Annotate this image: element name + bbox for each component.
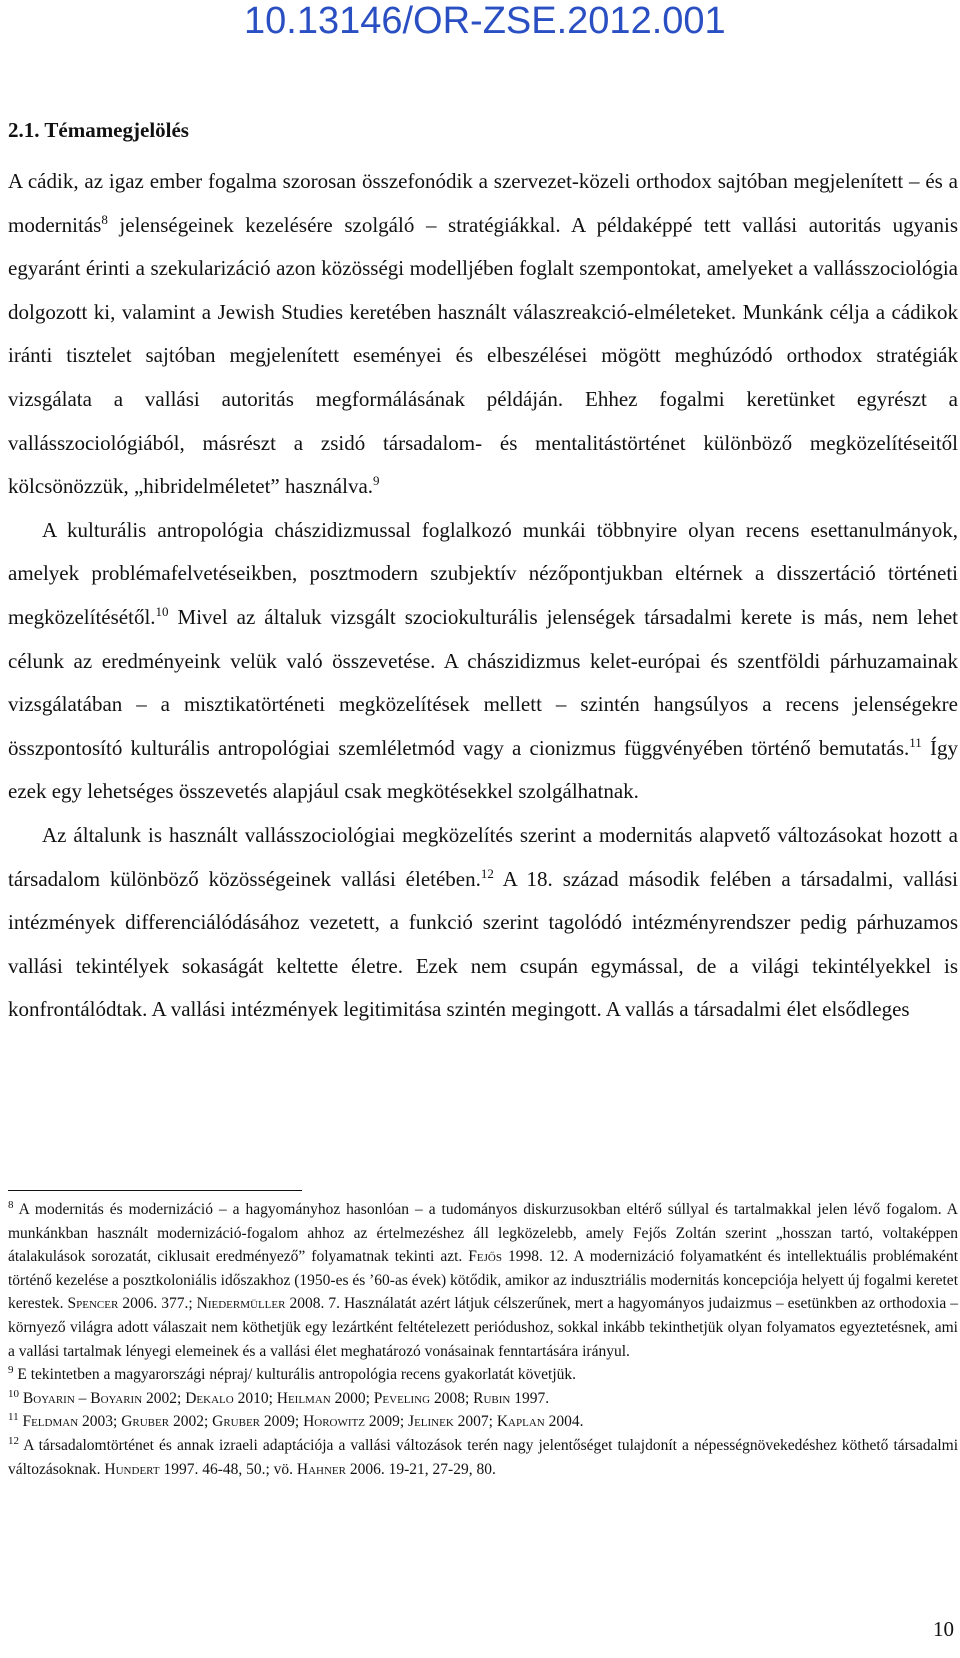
paragraph-text: A 18. század második felében a társadalmi, vallási intézmények differenciálódásához vezetett, a funkció szerint tagolódó intézményrendszer pedig párhuzamos vallási tekintélyek sokaságát keltette életre. Ezek nem csupán egymással, de a világi tekintélyekkel is konfrontálódtak. A vallási intézmények legitimitása szintén megingott. A vallás a társadalmi élet elsődleges — [8, 866, 958, 1022]
cited-author: Kaplan — [496, 1413, 545, 1431]
footnote-text: 2006. 377.; — [118, 1295, 197, 1313]
paragraph — [8, 509, 958, 814]
footnote-text: 2003; — [78, 1413, 122, 1431]
footnote-number: 8 — [8, 1199, 14, 1211]
footnote-ref[interactable]: 12 — [480, 865, 494, 881]
footnote-9 — [8, 1363, 958, 1387]
cited-author: Hundert — [104, 1460, 160, 1478]
footnote-8 — [8, 1198, 958, 1363]
footnote-text: 1997. — [510, 1389, 550, 1407]
footnote-text: E tekintetben a magyarországi népraj/ kulturális antropológia recens gyakorlatát követjük. — [13, 1366, 577, 1384]
footnote-text: 2009; — [260, 1413, 304, 1431]
paragraph-text: A cádik, az igaz ember fogalma szorosan összefonódik a szervezet-közeli orthodox sajtóban megjelenített – és a modernitás — [8, 169, 958, 237]
footnote-ref[interactable]: 8 — [101, 211, 108, 227]
footnote-text: 2009; — [364, 1413, 409, 1431]
footnote-text: 2010; — [233, 1389, 277, 1407]
cited-author: Spencer — [67, 1295, 119, 1313]
main-text — [8, 160, 958, 1032]
footnote-text: 2007; — [453, 1413, 497, 1431]
footnote-text: 2002; — [142, 1389, 186, 1407]
page-number: 10 — [933, 1617, 954, 1641]
paragraph — [8, 814, 958, 1032]
paragraph-text: jelenségeinek kezelésére szolgáló – stratégiákkal. A példaképpé tett vallási autoritás ugyanis egyaránt érinti a szekularizáció azon közösségi modelljében foglalt szempontokat, amelyeket a vallásszociológia dolgozott ki, valamint a Jewish Studies keretében használt válaszreakció-elméleteket. Munkánk célja a cádikok iránti tisztelet sajtóban megjelenített eseményei és elbeszélései mögött meghúzódó orthodox stratégiák vizsgálata a vallási autoritás megformálásának példáján. Ehhez fogalmi keretünket egyrészt a vallásszociológiából, másrészt a zsidó társadalom- és mentalitástörténet különböző megközelítéseitől kölcsönözzük, „hibridelméletet” használva. — [8, 212, 958, 499]
footnote-ref[interactable]: 9 — [373, 473, 380, 489]
footnote-ref[interactable]: 11 — [909, 734, 922, 750]
footnote-10 — [8, 1387, 958, 1411]
footnote-text: 2006. 19-21, 27-29, 80. — [346, 1460, 496, 1478]
cited-author: Jelinek — [408, 1413, 454, 1431]
cited-author: Peveling — [373, 1389, 431, 1407]
footnote-number: 9 — [8, 1364, 14, 1377]
cited-author: Boyarin – Boyarin — [22, 1389, 143, 1407]
cited-author: Rubin — [473, 1389, 511, 1407]
cited-author: Heilman — [276, 1389, 331, 1407]
footnote-text: 2008; — [430, 1389, 474, 1407]
cited-author: Fejős — [468, 1248, 502, 1266]
footnote-text: 2004. — [544, 1413, 584, 1431]
section-heading: 2.1. Témamegjelölés — [8, 118, 189, 142]
footnote-number: 12 — [8, 1434, 19, 1447]
footnote-text: A modernitás és modernizáció – a hagyományhoz hasonlóan – a tudományos diskurzusokban eltérő súllyal és tartalmakkal jelen lévő fogalom. A munkánkban használt modernizáció-fogalom ahhoz az értelmezéshez áll legközelebb, amely Fejős Zoltán szerint „hosszan tartó, voltaképpen átalakulások sorozatát, ciklusait eredményező” folyamatnak tekinti azt. — [8, 1201, 958, 1266]
footnote-text: 2008. 7. Használatát azért látjuk célszerűnek, mert a hagyományos judaizmus – esetünkben az orthodoxia – környező világra adott válaszait nem köthetjük egy lezártként feltételezett periódushoz, sokkal inkább tekinthetjük olyan folyamatos egyeztetésnek, ami a vallási tartalmak lényegi elemeinek és a vallási élet meghatározó vonásainak fenntartására irányul. — [8, 1295, 958, 1360]
footnote-11 — [8, 1410, 958, 1434]
footnote-text: 1998. 12. A modernizáció folyamatként és intellektuális problémaként történő kezelése a posztkoloniális időszakhoz (1950-es és ’60-as évek) kötődik, amikor az indusztriális modernitás koncepciója helyett új fogalmi keretet kerestek. — [8, 1248, 958, 1313]
paragraph-text: Mivel az általuk vizsgált szociokulturális jelenségek társadalmi kerete is más, nem lehet célunk az eredményeink velük való összevetése. A chászidizmus kelet-európai és szentföldi párhuzamainak vizsgálatában – a misztikatörténeti megközelítések mellett – szintén hangsúlyos a recens jelenségekre összpontosító kulturális antropológiai szemléletmód vagy a cionizmus függvényében történő bemutatás. — [8, 604, 958, 760]
footnote-text: A társadalomtörténet és annak izraeli adaptációja a vallási változások terén nagy jelentőséget tulajdonít a népességnövekedéshez köthető társadalmi változásoknak. — [8, 1436, 958, 1478]
paragraph-text: Az általunk is használt vallásszociológiai megközelítés szerint a modernitás alapvető változásokat hozott a társadalom különböző közösségeinek vallási életében. — [8, 822, 958, 891]
footnote-number: 11 — [8, 1411, 19, 1424]
cited-author: Gruber — [212, 1413, 261, 1431]
cited-author: Niedermüller — [196, 1295, 286, 1313]
footnote-number: 10 — [8, 1387, 19, 1400]
paragraph — [8, 160, 958, 509]
footnote-text: 2002; — [169, 1413, 213, 1431]
doi-header: 10.13146/OR-ZSE.2012.001 — [244, 0, 726, 42]
footnote-ref[interactable]: 10 — [155, 603, 169, 619]
cited-author: Hahner — [296, 1460, 346, 1478]
paragraph-text: A kulturális antropológia chászidizmussal foglalkozó munkái többnyire olyan recens esettanulmányok, amelyek problémafelvetéseikben, posztmodern szubjektív nézőpontjukban eltérnek a disszertáció történeti megközelítésétől. — [8, 517, 958, 629]
cited-author: Horowitz — [303, 1413, 365, 1431]
cited-author: Dekalo — [185, 1389, 234, 1407]
footnote-text: 2000; — [330, 1389, 374, 1407]
footnotes — [8, 1198, 958, 1481]
cited-author: Feldman — [22, 1413, 79, 1431]
cited-author: Gruber — [121, 1413, 170, 1431]
footnote-separator — [8, 1190, 302, 1191]
paragraph-text: Így ezek egy lehetséges összevetés alapjául csak megkötésekkel szolgálhatnak. — [8, 735, 958, 804]
footnote-text: 1997. 46-48, 50.; vö. — [159, 1460, 297, 1478]
footnote-12 — [8, 1434, 958, 1481]
